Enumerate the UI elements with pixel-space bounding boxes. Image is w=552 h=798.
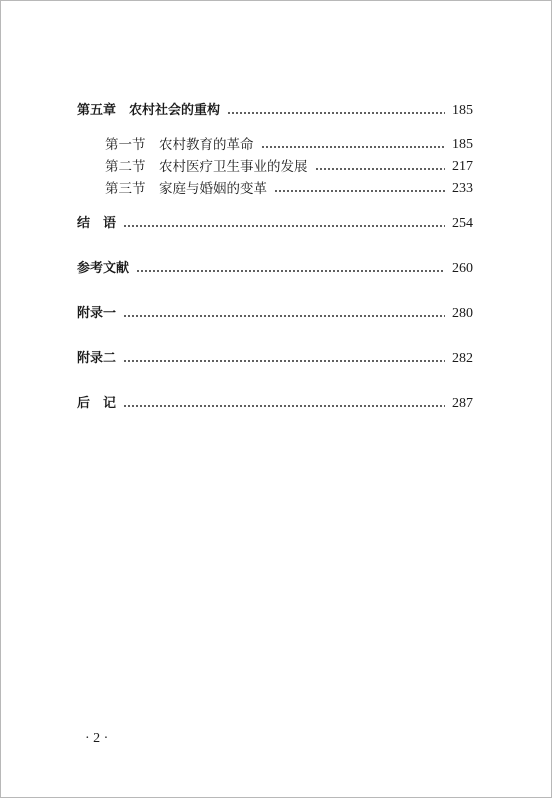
dot-leader [123,315,445,317]
toc-entry-section-1[interactable] [105,135,473,155]
toc-entry-references[interactable] [77,259,473,279]
toc-entry-page: 217 [452,159,473,174]
toc-entry-label: 附录一 [77,306,117,321]
toc-entry-label: 第三节 家庭与婚姻的变革 [105,181,267,197]
toc-entry-page: 287 [452,396,473,411]
toc-entry-section-3[interactable] [105,179,473,199]
toc-entry-label: 第一节 农村教育的革命 [105,137,254,153]
toc-entry-page: 233 [452,181,473,196]
dot-leader [123,225,445,227]
toc-entry-page: 185 [452,137,473,152]
dot-leader [315,168,446,170]
toc-entry-label: 参考文献 [77,261,130,276]
dot-leader [123,405,445,407]
toc-entry-label: 第二节 农村医疗卫生事业的发展 [105,159,308,175]
toc-entry-section-2[interactable] [105,157,473,177]
dot-leader [136,270,445,272]
dot-leader [274,190,445,192]
toc-entry-page: 260 [452,261,473,276]
page-number: · 2 · [85,731,109,746]
toc-entry-postscript[interactable] [77,394,473,414]
toc-entry-chapter-5[interactable] [77,101,473,121]
toc-entry-label: 第五章 农村社会的重构 [77,103,221,118]
dot-leader [227,112,445,114]
toc-entry-label: 结 语 [77,216,117,231]
dot-leader [261,146,446,148]
dot-leader [123,360,445,362]
toc-entry-conclusion[interactable] [77,214,473,234]
toc-entry-page: 280 [452,306,473,321]
toc-entry-page: 254 [452,216,473,231]
toc-entry-appendix-1[interactable] [77,304,473,324]
toc-entry-page: 185 [452,103,473,118]
toc-entry-label: 附录二 [77,351,117,366]
toc-entry-appendix-2[interactable] [77,349,473,369]
toc-entry-label: 后 记 [77,396,117,411]
toc-entry-page: 282 [452,351,473,366]
